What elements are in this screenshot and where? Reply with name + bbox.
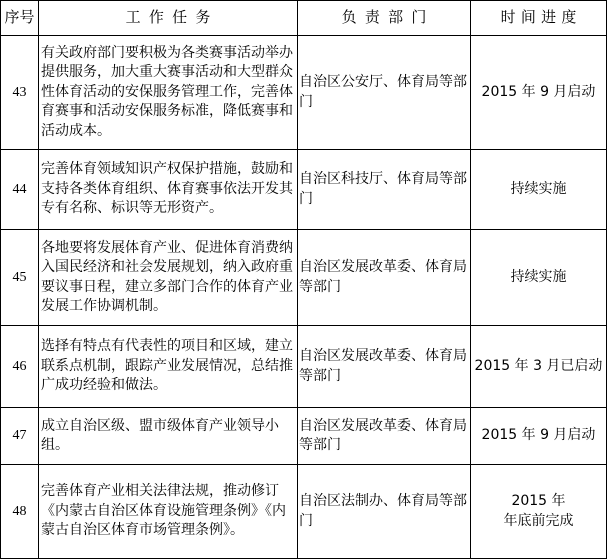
task-cell: 选择有特点有代表性的项目和区域，建立联系点机制，跟踪产业发展情况，总结推广成功经验和做法。: [39, 326, 298, 408]
task-cell: 成立自治区级、盟市级体育产业领导小组。: [39, 408, 298, 465]
progress-text-line-2: 年底前完成: [503, 512, 574, 529]
row-number: 47: [1, 408, 39, 465]
progress-text: 2015 年 9 月启动: [481, 427, 596, 444]
row-number: 46: [1, 326, 39, 408]
progress-cell: [471, 465, 607, 559]
progress-text-line-1: 2015 年: [511, 493, 566, 509]
dept-cell: 自治区科技厅、体育局等部门: [298, 150, 471, 230]
table-row: [1, 150, 607, 230]
progress-cell: [471, 408, 607, 465]
table-row: [1, 408, 607, 465]
header-progress: 时间进度: [471, 1, 607, 36]
task-cell: 完善体育产业相关法律法规，推动修订《内蒙古自治区体育设施管理条例》《内蒙古自治区体育市场管理条例》。: [39, 465, 298, 559]
dept-cell: 自治区发展改革委、体育局等部门: [298, 230, 471, 326]
progress-text: 2015 年 3 月已启动: [474, 357, 603, 374]
table-header-row: [1, 1, 607, 36]
progress-text: 持续实施: [510, 268, 567, 285]
task-cell: 完善体育领域知识产权保护措施，鼓励和支持各类体育组织、体育赛事依法开发其专有名称、标识等无形资产。: [39, 150, 298, 230]
table-row: [1, 326, 607, 408]
row-number: 45: [1, 230, 39, 326]
header-num: 序号: [1, 1, 39, 36]
progress-text: 2015 年 9 月启动: [481, 83, 596, 100]
table-row: [1, 36, 607, 150]
dept-cell: 自治区发展改革委、体育局等部门: [298, 408, 471, 465]
row-number: 44: [1, 150, 39, 230]
task-cell: 有关政府部门要积极为各类赛事活动举办提供服务，加大重大赛事活动和大型群众性体育活动的安保服务管理工作，完善体育赛事和活动安保服务标准，降低赛事和活动成本。: [39, 36, 298, 150]
table-row: [1, 230, 607, 326]
dept-cell: 自治区发展改革委、体育局等部门: [298, 326, 471, 408]
progress-text: 持续实施: [510, 180, 567, 197]
dept-cell: 自治区公安厅、体育局等部门: [298, 36, 471, 150]
progress-cell: [471, 230, 607, 326]
progress-cell: [471, 150, 607, 230]
dept-cell: 自治区法制办、体育局等部门: [298, 465, 471, 559]
task-cell: 各地要将发展体育产业、促进体育消费纳入国民经济和社会发展规划，纳入政府重要议事日程，建立多部门合作的体育产业发展工作协调机制。: [39, 230, 298, 326]
progress-cell: [471, 36, 607, 150]
header-dept: 负责部门: [298, 1, 471, 36]
row-number: 48: [1, 465, 39, 559]
row-number: 43: [1, 36, 39, 150]
table-row: [1, 465, 607, 559]
progress-cell: [471, 326, 607, 408]
header-task: 工作任务: [39, 1, 298, 36]
